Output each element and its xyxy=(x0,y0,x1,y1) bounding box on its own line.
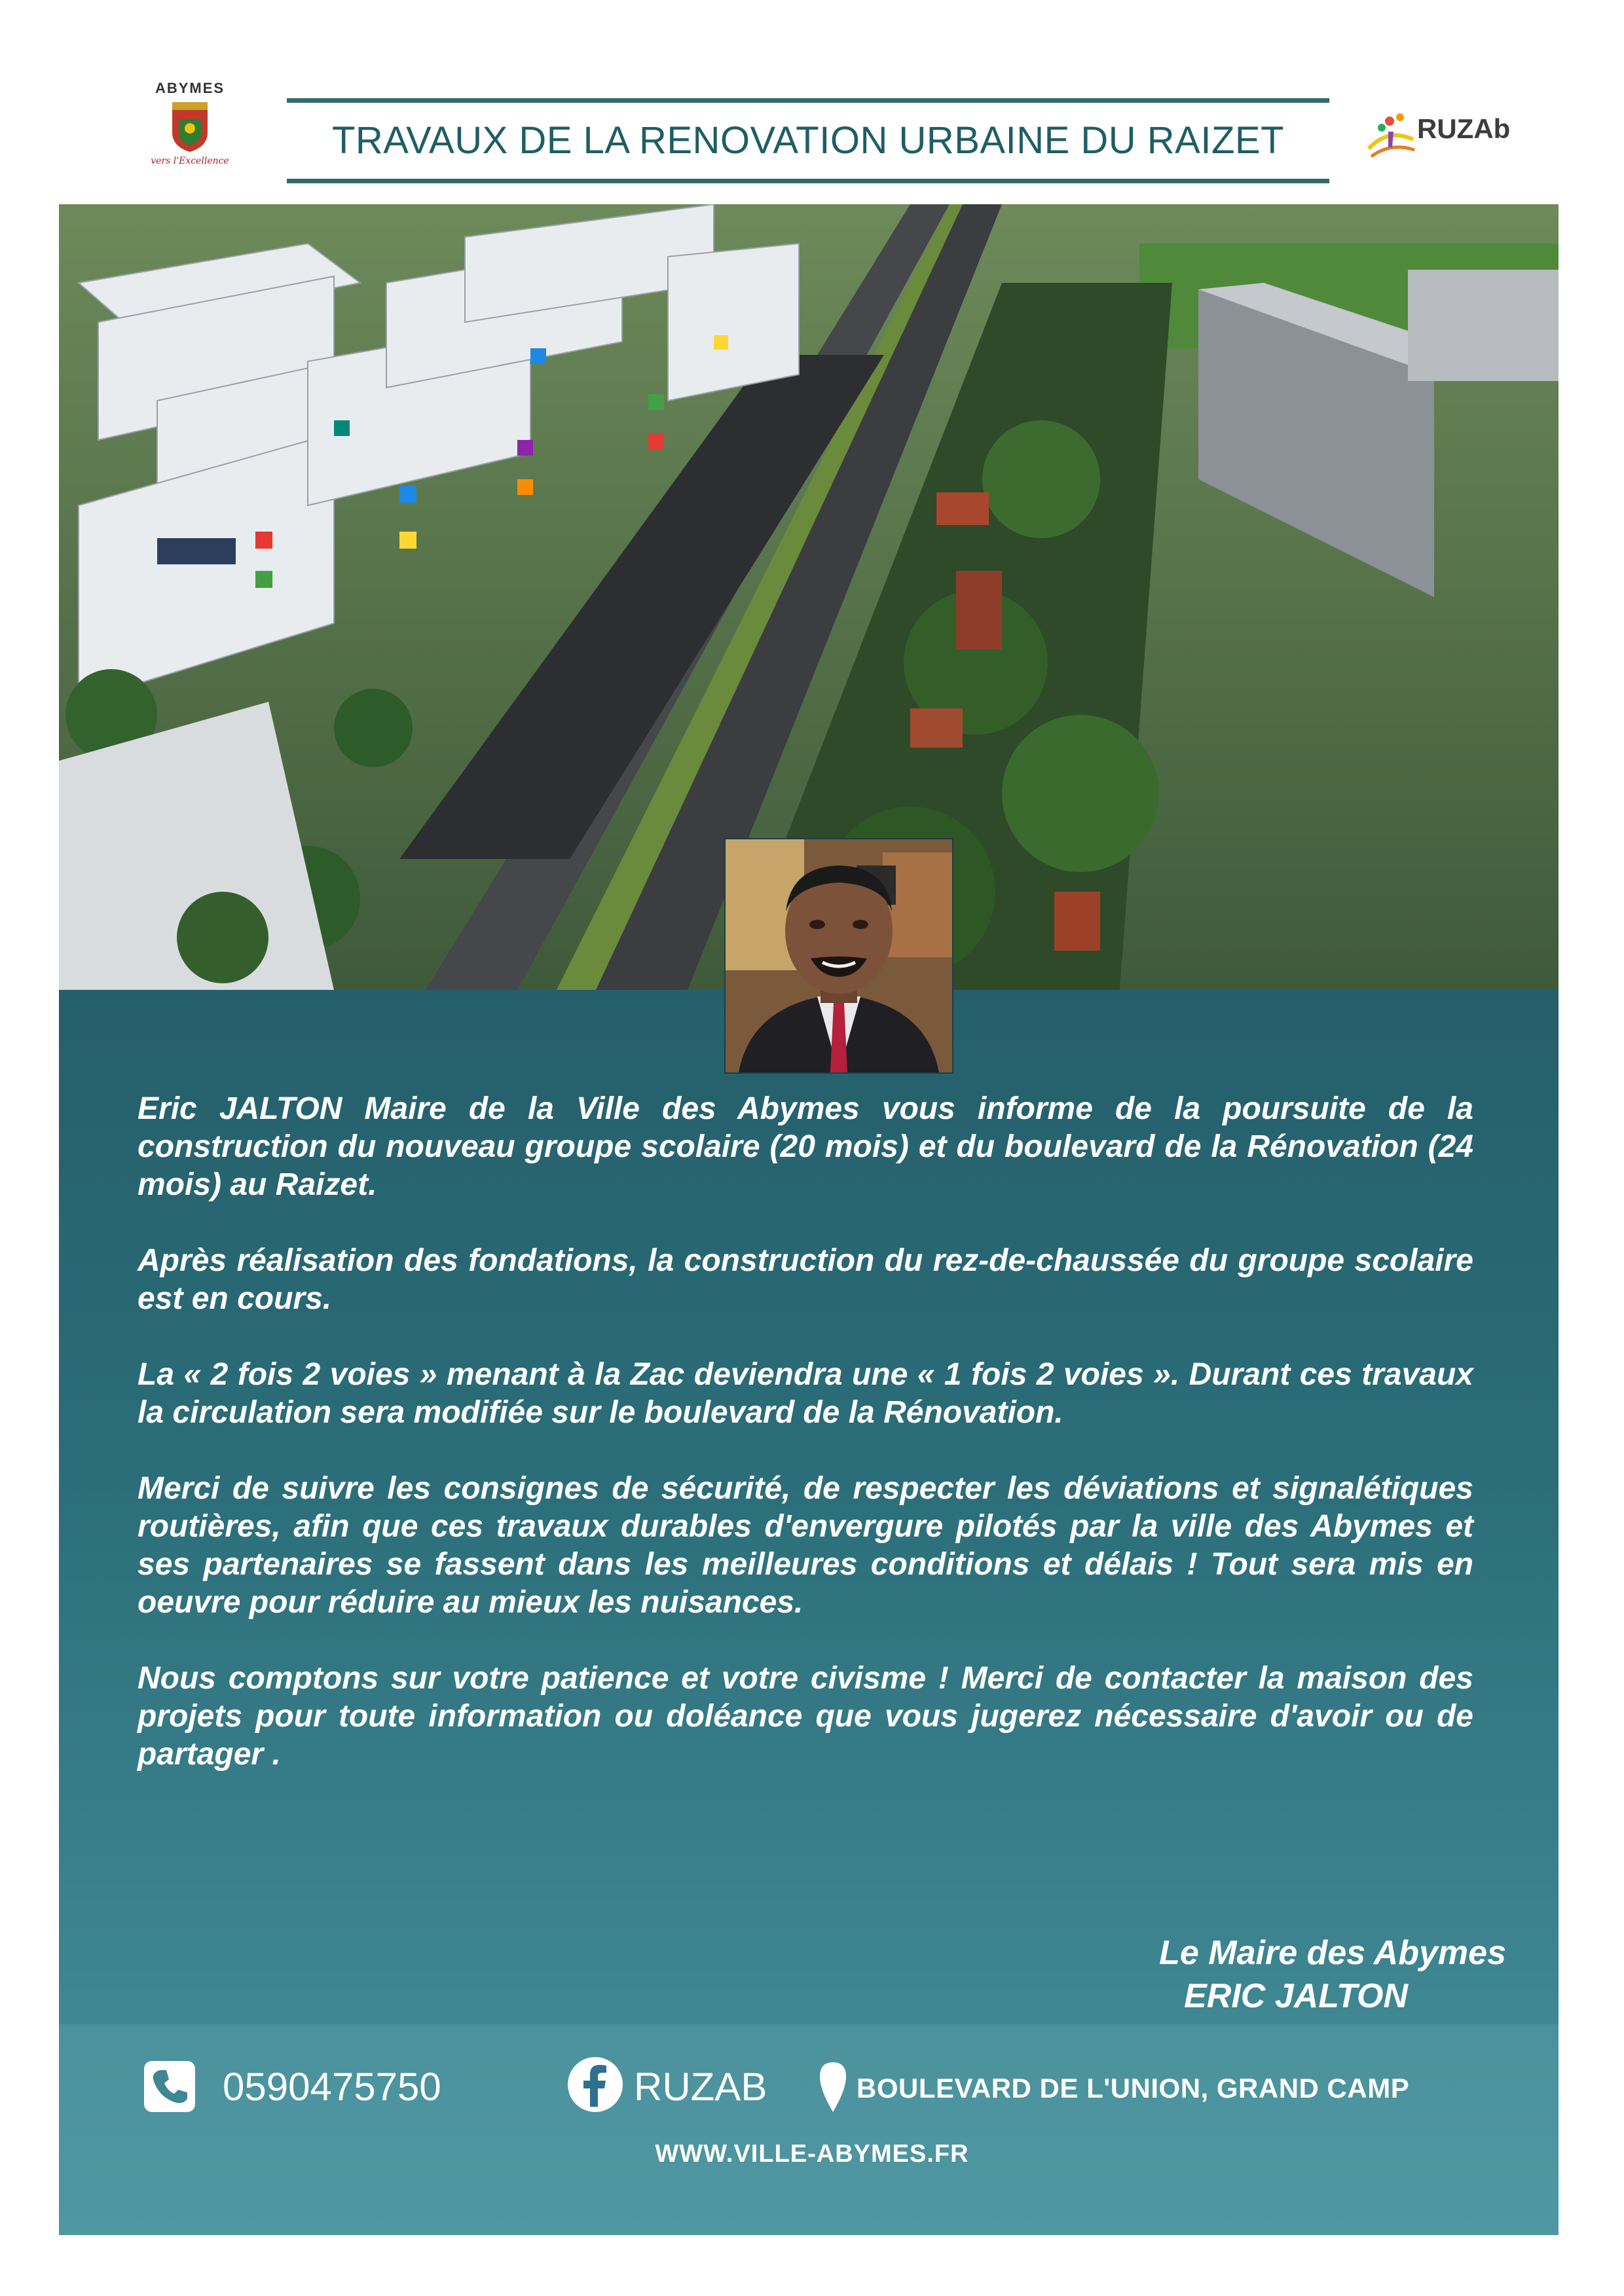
facebook-page-name[interactable]: RUZAB xyxy=(634,2065,767,2109)
ruzab-logo-name: RUZAb xyxy=(1417,113,1511,144)
abymes-crest-icon xyxy=(167,101,213,153)
contact-phone[interactable]: 0590475750 xyxy=(223,2065,441,2109)
letter-paragraph: Nous comptons sur votre patience et votre civisme ! Merci de contacter la maison des projets pour toute information ou doléance que vous jugerez nécessaire d'avoir ou de partager . xyxy=(138,1661,1473,1772)
mayor-portrait-image xyxy=(726,839,952,1072)
letter-paragraph: La « 2 fois 2 voies » menant à la Zac deviendra une « 1 fois 2 voies ». Durant ces travaux la circulation sera modifiée sur le boulevard de la Rénovation. xyxy=(138,1357,1473,1430)
mayor-letter xyxy=(138,1090,1473,1812)
facebook-icon[interactable] xyxy=(566,2056,624,2113)
ruzab-swirl-icon xyxy=(1362,101,1421,173)
signature-role: Le Maire des Abymes xyxy=(1159,1934,1506,1972)
signature xyxy=(982,1931,1506,2018)
page-title: TRAVAUX DE LA RENOVATION URBAINE DU RAIZET xyxy=(331,119,1285,162)
abymes-motto: vers l'Excellence xyxy=(151,156,229,166)
signature-name: ERIC JALTON xyxy=(1184,1977,1408,2015)
letter-paragraph: Eric JALTON Maire de la Ville des Abymes vous informe de la poursuite de la construction du nouveau groupe scolaire (20 mois) et du boulevard de la Rénovation (24 mois) au Raizet. xyxy=(138,1091,1473,1202)
phone-icon xyxy=(144,2061,195,2112)
title-rule-top xyxy=(287,98,1329,103)
letter-paragraph: Merci de suivre les consignes de sécurité, de respecter les déviations et signalétiques routières, afin que ces travaux durables d'envergure pilotés par la ville des Abymes et ses partenaires se fassent dans les meilleures conditions et délais ! Tout sera mis en oeuvre pour réduire au mieux les nuisances. xyxy=(138,1471,1473,1620)
abymes-logo xyxy=(134,80,246,178)
mayor-portrait xyxy=(726,839,952,1072)
letter-paragraph: Après réalisation des fondations, la construction du rez-de-chaussée du groupe scolaire est en cours. xyxy=(138,1243,1473,1316)
website-link[interactable]: WWW.VILLE-ABYMES.FR xyxy=(655,2140,969,2168)
ruzab-logo xyxy=(1362,101,1513,173)
location-pin-icon xyxy=(819,2061,847,2113)
address: BOULEVARD DE L'UNION, GRAND CAMP xyxy=(857,2073,1410,2104)
footer-band xyxy=(59,2024,1559,2235)
abymes-logo-name: ABYMES xyxy=(155,80,225,96)
title-rule-bottom xyxy=(287,179,1329,183)
